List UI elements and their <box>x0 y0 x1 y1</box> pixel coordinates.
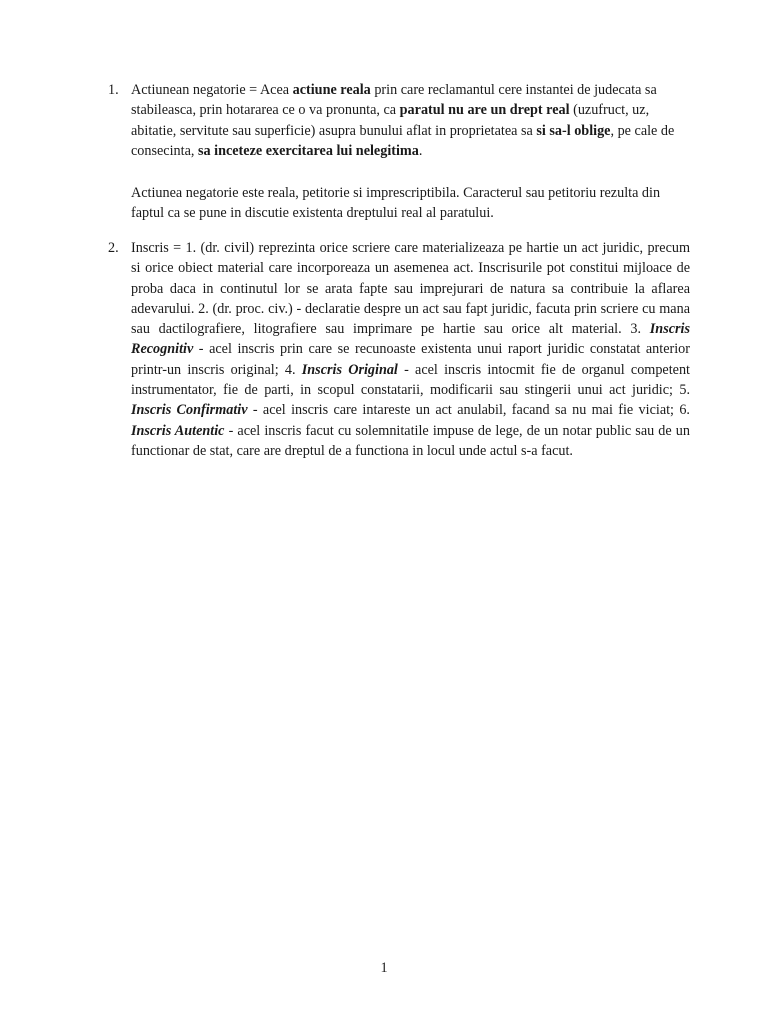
text-run: Actiunean negatorie = Acea <box>131 82 293 98</box>
bold-italic-term: Inscris Recognitiv <box>131 321 690 358</box>
page-number: 1 <box>380 960 388 976</box>
definition-paragraph <box>131 238 690 461</box>
text-run: - acel inscris intocmit fie de organul competent instrumentator, fie de parti, in scopul constatarii, modificarii sau stingerii unui act juridic; 5. <box>131 361 691 399</box>
list-item-actiunea-negatorie <box>108 80 690 161</box>
bold-term: si sa-l oblige <box>536 122 611 139</box>
bold-term: paratul nu are un drept real <box>399 102 570 119</box>
text-run: . <box>418 142 423 159</box>
bold-italic-term: Inscris Autentic <box>131 422 225 439</box>
text-run: prin care reclamantul cere instantei de judecata sa stabileasca, prin hotararea ce o va pronunta, ca <box>131 82 657 119</box>
list-number: 2. <box>108 240 119 256</box>
note-paragraph: Actiunea negatorie este reala, petitorie si imprescriptibila. Caracterul sau petitoriu rezulta din faptul ca se pune in discutie existenta dreptului real al paratului. <box>131 185 661 222</box>
bold-italic-term: Inscris Confirmativ <box>131 402 248 419</box>
bold-term: sa inceteze exercitarea lui nelegitima <box>197 142 419 159</box>
text-run: - acel inscris care intareste un act anulabil, facand sa nu mai fie viciat; 6. <box>247 402 690 419</box>
definition-paragraph <box>131 80 690 161</box>
text-run: Inscris = 1. (dr. civil) reprezinta orice scriere care materializeaza pe hartie un act juridic, precum si orice obiect material care incorporeaza un asemenea act. Inscrisurile pot constitui mijloace de proba daca in continutul lor se arata fapte sau imprejurari de natura sa contribuie la aflarea adevarului. 2. (dr. proc. civ.) - declaratie despre un act sau fapt juridic, facuta prin scriere cu mana sau dactilografiere, litografiere sau imprimare pe hartie sau orice alt material. 3. <box>131 240 690 338</box>
text-run: - acel inscris prin care se recunoaste existenta unui raport juridic constatat anterior printr-un inscris original; 4. <box>131 341 690 378</box>
bold-italic-term: Inscris Original <box>301 361 398 378</box>
text-run: (uzufruct, uz, abitatie, servitute sau superficie) asupra bunului aflat in proprietatea sa <box>131 102 650 139</box>
bold-term: actiune reala <box>292 82 371 98</box>
list-number: 1. <box>108 82 119 98</box>
text-run: - acel inscris facut cu solemnitatile impuse de lege, de un notar public sau de un functionar de stat, care are dreptul de a functiona in locul unde actul s-a facut. <box>131 422 690 459</box>
list-item-inscris <box>108 238 690 461</box>
text-run: , pe cale de consecinta, <box>131 122 675 159</box>
